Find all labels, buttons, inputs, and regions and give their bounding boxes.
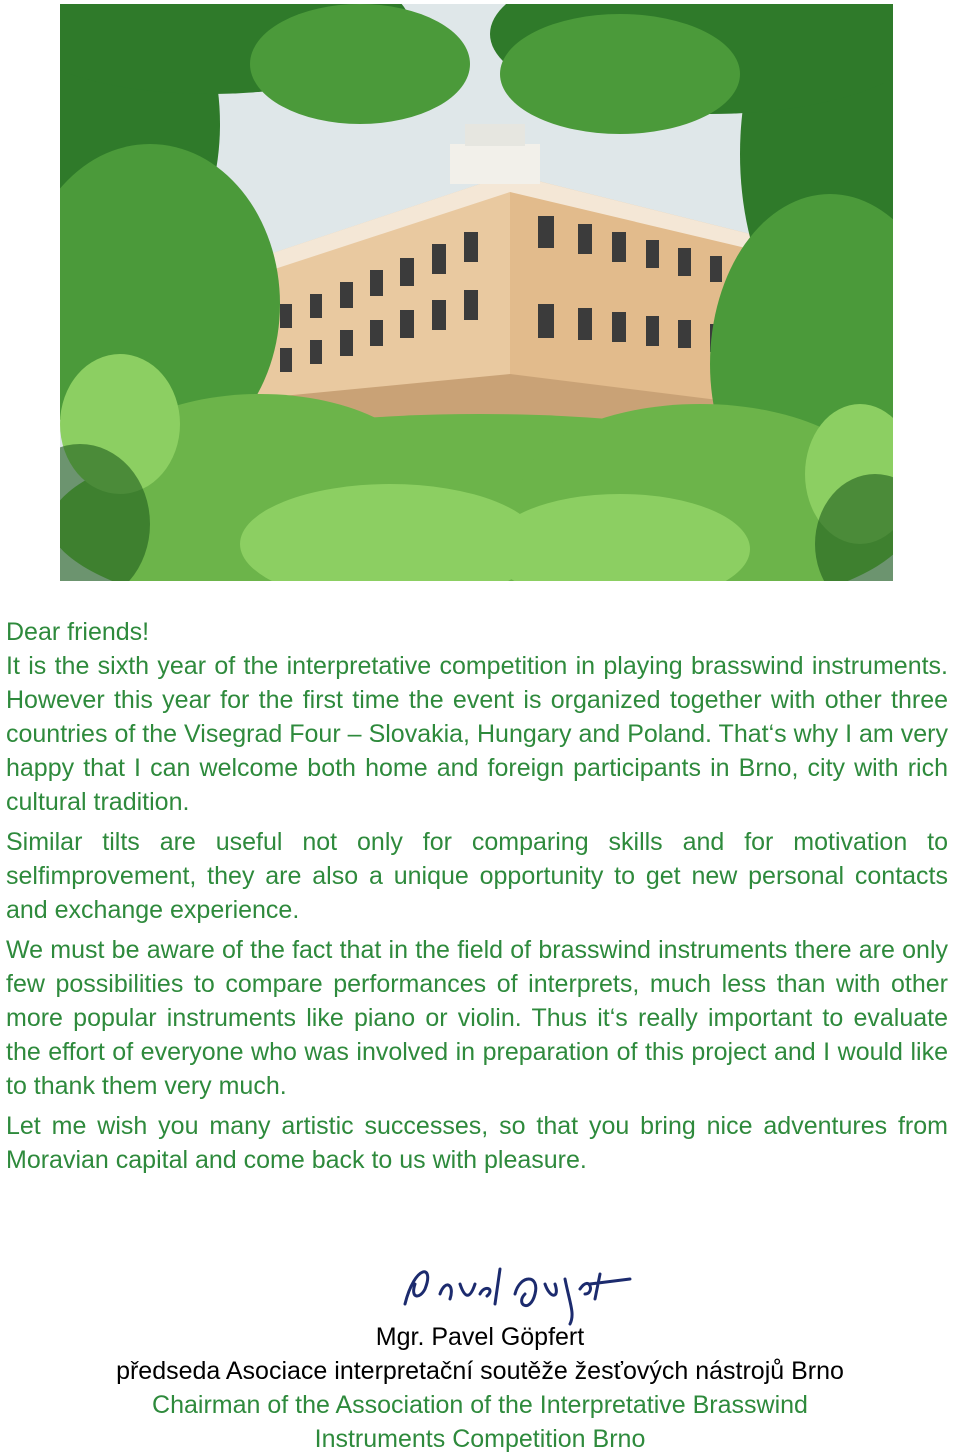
signatory-title-czech: předseda Asociace interpretační soutěže žesťových nástrojů Brno [116,1357,844,1385]
paragraph-2: Similar tilts are useful not only for comparing skills and for motivation to selfimprovement, they are also a unique opportunity to get new personal contacts and exchange experience. [6,828,948,924]
greeting: Dear friends! [6,618,150,646]
paragraph-1: It is the sixth year of the interpretative competition in playing brasswind instruments. However this year for the first time the event is organized together with other three countries of the Visegrad Four – Slovakia, Hungary and Poland. That‘s why I am very happy that I can welcome both home and foreign participants in Brno, city with rich cultural tradition. [6,652,948,816]
handwritten-signature [395,1244,635,1329]
signatory-title-english-line1: Chairman of the Association of the Interpretative Brasswind [152,1391,808,1419]
paragraph-4: Let me wish you many artistic successes, so that you bring nice adventures from Moravian capital and come back to us with pleasure. [6,1112,948,1174]
building-photo [60,4,893,581]
signatory-name: Mgr. Pavel Göpfert [375,1323,585,1351]
signatory-block [0,1320,960,1456]
paragraph-3: We must be aware of the fact that in the field of brasswind instruments there are only few possibilities to compare performances of interprets, much less than with other more popular instruments like piano or violin. Thus it‘s really important to evaluate the effort of everyone who was involved in preparation of this project and I would like to thank them very much. [6,936,948,1100]
signatory-title-english-line2: Instruments Competition Brno [314,1425,646,1453]
letter-body [6,615,948,1183]
